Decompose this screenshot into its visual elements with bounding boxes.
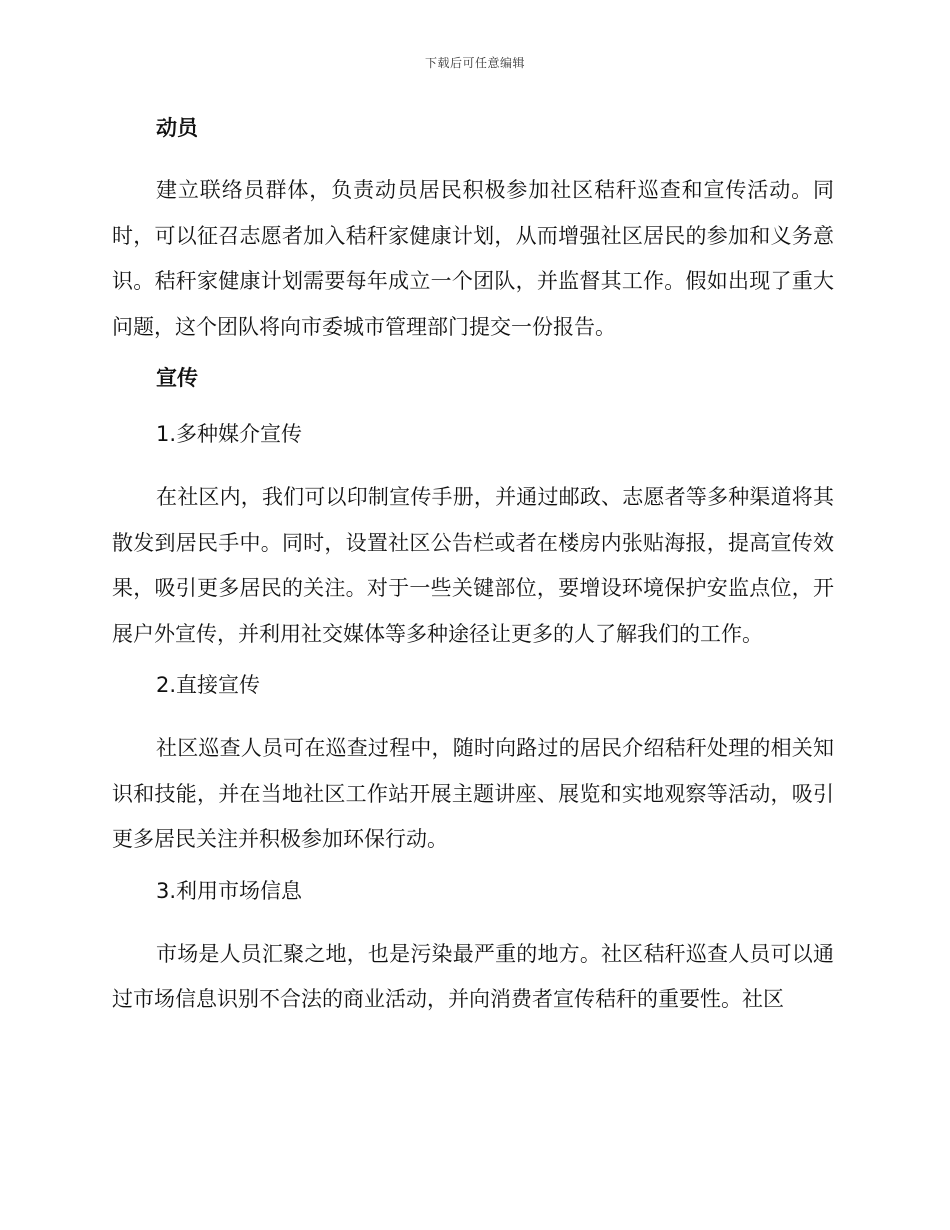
subheading-market-info: 3.利用市场信息 — [156, 878, 303, 903]
section-title-publicity: 宣传 — [156, 366, 198, 390]
paragraph-mobilize: 建立联络员群体，负责动员居民积极参加社区秸秆巡查和宣传活动。同时，可以征召志愿者加入秸秆家健康计划，从而增强社区居民的参加和义务意识。秸秆家健康计划需要每年成立一个团队，并监督其工作。假如出现了重大问题，这个团队将向市委城市管理部门提交一份报告。 — [112, 178, 834, 339]
subheading-direct-publicity: 2.直接宣传 — [156, 673, 261, 697]
paragraph-direct-publicity: 社区巡查人员可在巡查过程中，随时向路过的居民介绍秸秆处理的相关知识和技能，并在当地社区工作站开展主题讲座、展览和实地观察等活动，吸引更多居民关注并积极参加环保行动。 — [112, 736, 834, 851]
paragraph-market-info: 市场是人员汇聚之地，也是污染最严重的地方。社区秸秆巡查人员可以通过市场信息识别不合法的商业活动，并向消费者宣传秸秆的重要性。社区 — [112, 941, 834, 1011]
page-header: 下载后可任意编辑 — [424, 56, 525, 70]
paragraph-media-publicity: 在社区内，我们可以印制宣传手册，并通过邮政、志愿者等多种渠道将其散发到居民手中。同时，设置社区公告栏或者在楼房内张贴海报，提高宣传效果，吸引更多居民的关注。对于一些关键部位，要增设环境保护安监点位，开展户外宣传，并利用社交媒体等多种途径让更多的人了解我们的工作。 — [112, 485, 834, 646]
document-body — [112, 112, 834, 1035]
subheading-media-publicity: 1.多种媒介宣传 — [156, 422, 303, 446]
section-title-mobilize: 动员 — [156, 116, 198, 140]
